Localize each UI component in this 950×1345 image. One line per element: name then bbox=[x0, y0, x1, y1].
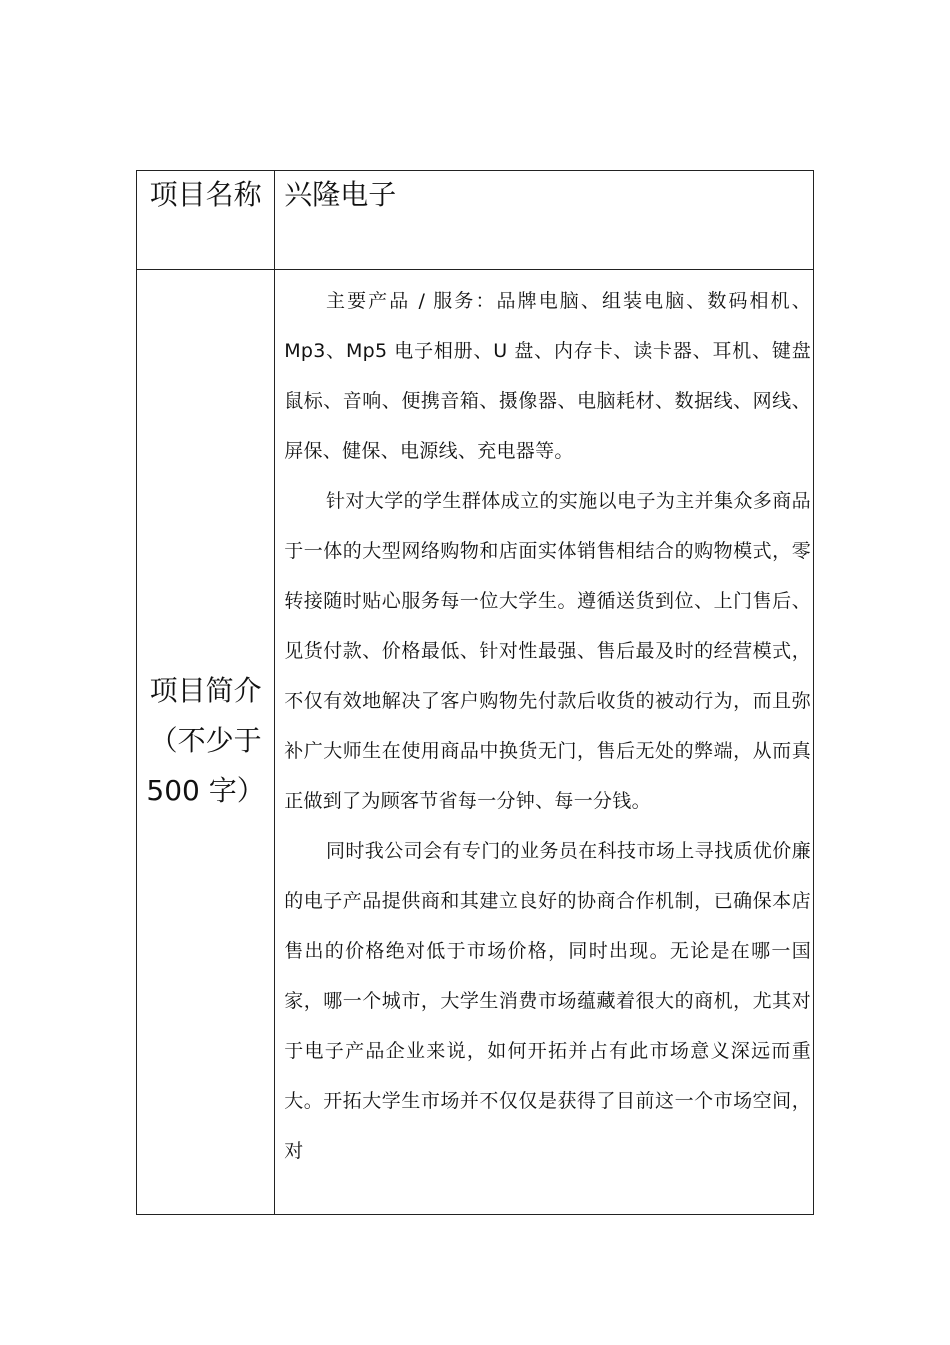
project-name-value: 兴隆电子 bbox=[284, 178, 397, 211]
project-name-value-cell bbox=[275, 171, 814, 270]
intro-paragraph-model: 针对大学的学生群体成立的实施以电子为主并集众多商品于一体的大型网络购物和店面实体销售相结合的购物模式，零转接随时贴心服务每一位大学生。遵循送货到位、上门售后、见货付款、价格最低、针对性最强、售后最及时的经营模式，不仅有效地解决了客户购物先付款后收货的被动行为，而且弥补广大师生在使用商品中换货无门，售后无处的弊端，从而真正做到了为顾客节省每一分钟、每一分钱。 bbox=[284, 490, 811, 812]
intro-paragraph-market: 同时我公司会有专门的业务员在科技市场上寻找质优价廉的电子产品提供商和其建立良好的协商合作机制，已确保本店售出的价格绝对低于市场价格，同时出现。无论是在哪一国家，哪一个城市，大学生消费市场蕴藏着很大的商机，尤其对于电子产品企业来说，如何开拓并占有此市场意义深远而重大。开拓大学生市场并不仅仅是获得了目前这一个市场空间，对 bbox=[284, 840, 811, 1162]
project-intro-label-cell bbox=[137, 270, 275, 1215]
project-name-label: 项目名称 bbox=[149, 178, 262, 211]
project-form-table bbox=[136, 170, 814, 1215]
project-name-row bbox=[137, 171, 814, 270]
project-intro-text bbox=[275, 270, 813, 1176]
project-name-label-cell bbox=[137, 171, 275, 270]
project-intro-label: 项目简介（不少于 500 字） bbox=[146, 674, 265, 807]
project-intro-row bbox=[137, 270, 814, 1215]
intro-paragraph-products: 主要产品 / 服务：品牌电脑、组装电脑、数码相机、Mp3、Mp5 电子相册、U 盘、内存卡、读卡器、耳机、键盘鼠标、音响、便携音箱、摄像器、电脑耗材、数据线、网线、屏保、健保、电源线、充电器等。 bbox=[284, 290, 811, 462]
project-intro-value-cell bbox=[275, 270, 814, 1215]
